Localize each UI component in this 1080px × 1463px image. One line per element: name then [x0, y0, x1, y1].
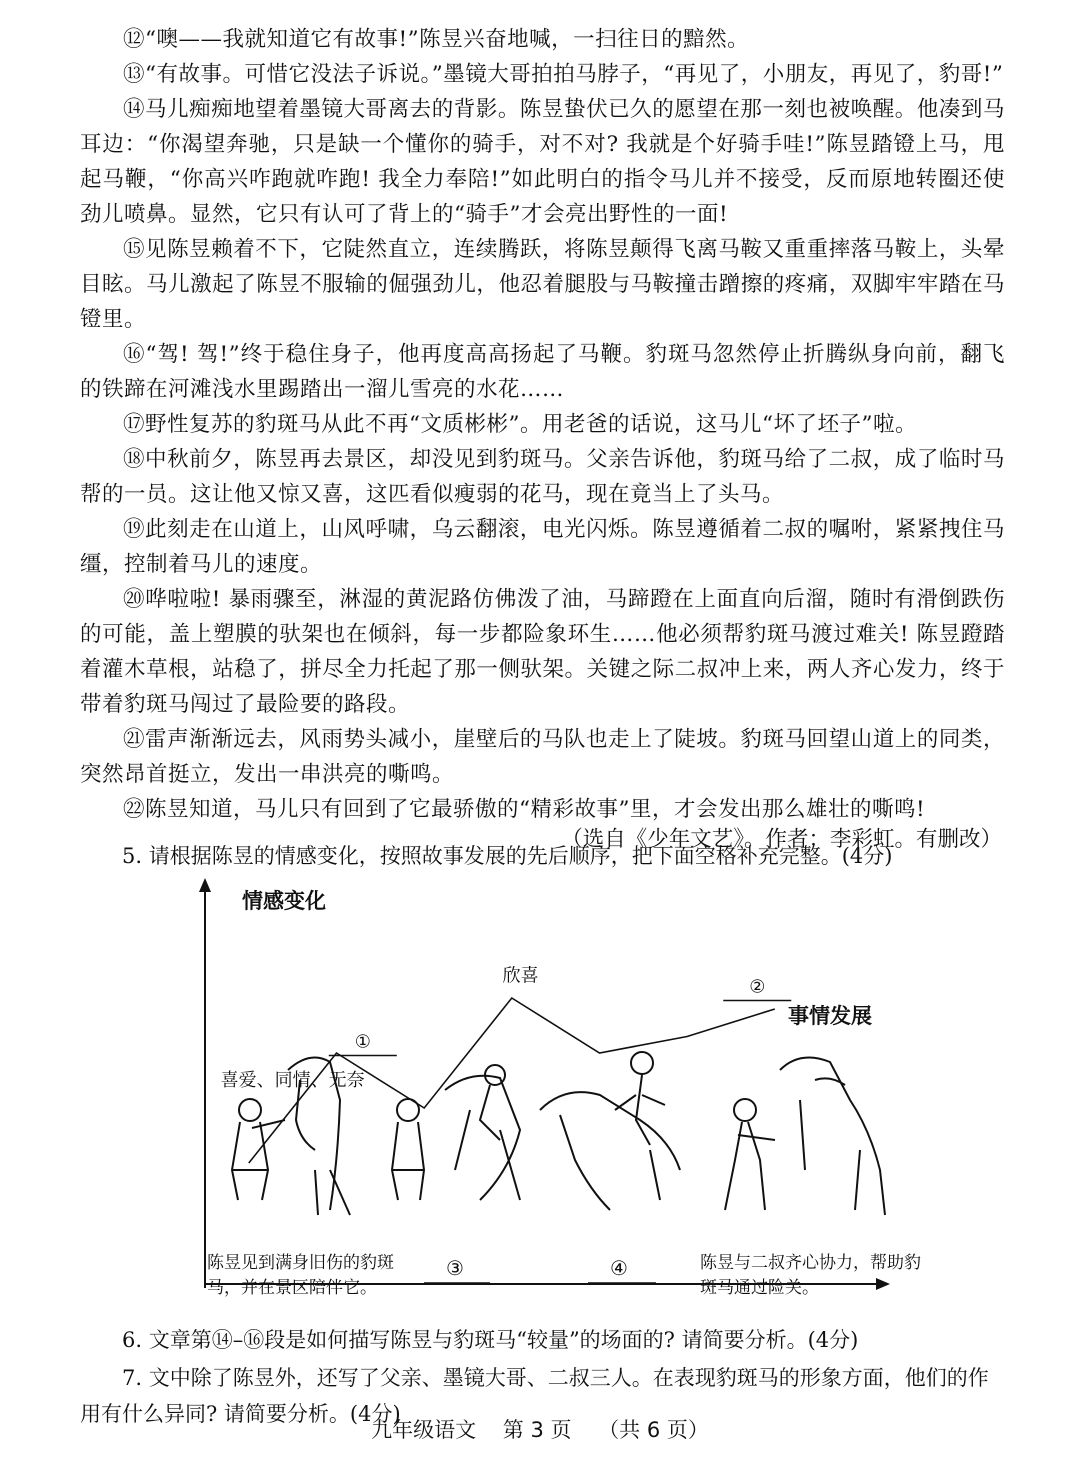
stage-3-marker: ③ [446, 1258, 464, 1280]
stage-4-marker: ④ [610, 1258, 628, 1280]
paragraph-15: ⑮见陈昱赖着不下，它陡然直立，连续腾跃，将陈昱颠得飞离马鞍又重重摔落马鞍上，头晕目眩。马儿激起了陈昱不服输的倔强劲儿，他忍着腿股与马鞍撞击蹭擦的疼痛，双脚牢牢踏在马镫里。 [80, 237, 1005, 332]
stage-4-blank [584, 1253, 664, 1281]
footer-page: 第 3 页 [502, 1418, 572, 1442]
paragraph-22: ㉒陈昱知道，马儿只有回到了它最骄傲的“精彩故事”里，才会发出那么雄壮的嘶鸣! [123, 797, 926, 822]
x-axis-title: 事情发展 [788, 1005, 872, 1028]
point-label-4: ② [749, 976, 766, 997]
paragraph-12: ⑫“噢——我就知道它有故事!”陈昱兴奋地喊，一扫往日的黯然。 [123, 27, 750, 52]
paragraph-17: ⑰野性复苏的豹斑马从此不再“文质彬彬”。用老爸的话说，这马儿“坏了坯子”啦。 [123, 412, 917, 437]
paragraph-18: ⑱中秋前夕，陈昱再去景区，却没见到豹斑马。父亲告诉他，豹斑马给了二叔，成了临时马帮的一员。这让他又惊又喜，这匹看似瘦弱的花马，现在竟当上了头马。 [80, 447, 1005, 507]
footer-total: （共 6 页） [598, 1418, 709, 1442]
page-footer [0, 1412, 1080, 1448]
paragraph-20: ⑳哗啦啦! 暴雨骤至，淋湿的黄泥路仿佛泼了油，马蹄蹬在上面直向后溜，随时有滑倒跌伤的可能，盖上塑膜的驮架也在倾斜，每一步都险象环生……他必须帮豹斑马渡过难关! 陈昱蹬踏着灌木草根，站稳了，拼尽全力托起了那一侧驮架。关键之际二叔冲上来，两人齐心发力，终于带着豹斑马闯过了最险要的路段。 [80, 587, 1005, 717]
paragraph-14: ⑭马儿痴痴地望着墨镜大哥离去的背影。陈昱蛰伏已久的愿望在那一刻也被唤醒。他凑到马耳边：“你渴望奔驰，只是缺一个懂你的骑手，对不对? 我就是个好骑手哇!”陈昱踏镫上马，甩起马鞭，“你高兴咋跑就咋跑! 我全力奉陪!”如此明白的指令马儿并不接受，反而原地转圈还使劲儿喷鼻。显然，它只有认可了背上的“骑手”才会亮出野性的一面! [80, 97, 1005, 227]
illustration-panel-2 [392, 1065, 520, 1200]
question-6: 6. 文章第⑭–⑯段是如何描写陈昱与豹斑马“较量”的场面的? 请简要分析。(4分) [122, 1328, 859, 1352]
point-label-1: 喜爱、同情、无奈 [220, 1070, 365, 1090]
stage-3-blank [420, 1253, 500, 1281]
illustration-panel-3 [540, 1052, 680, 1210]
paragraph-19: ⑲此刻走在山道上，山风呼啸，乌云翻滚，电光闪烁。陈昱遵循着二叔的嘱咐，紧紧拽住马缰，控制着马儿的速度。 [80, 517, 1005, 577]
stage-1-caption: 陈昱见到满身旧伤的豹斑马，并在景区陪伴它。 [207, 1253, 394, 1297]
point-label-2: ① [354, 1031, 371, 1052]
question-5: 5. 请根据陈昱的情感变化，按照故事发展的先后顺序，把下面空格补充完整。(4分) [122, 844, 893, 868]
point-labels [221, 966, 792, 1091]
source-citation: （选自《少年文艺》。作者：李彩虹。有删改） [561, 827, 1002, 852]
paragraph-21: ㉑雷声渐渐远去，风雨势头减小，崖壁后的马队也走上了陡坡。豹斑马回望山道上的同类，突然昂首挺立，发出一串洪亮的嘶鸣。 [80, 727, 1005, 787]
paragraph-16: ⑯“驾! 驾!”终于稳住身子，他再度高高扬起了马鞭。豹斑马忽然停止折腾纵身向前，翻飞的铁蹄在河滩浅水里踢踏出一溜儿雪亮的水花…… [80, 342, 1005, 402]
footer-subject: 九年级语文 [371, 1418, 477, 1442]
y-axis-arrow-icon [199, 878, 211, 892]
paragraph-13: ⑬“有故事。可惜它没法子诉说。”墨镜大哥拍拍马脖子，“再见了，小朋友，再见了，豹哥!” [123, 62, 1004, 87]
question-7: 7. 文中除了陈昱外，还写了父亲、墨镜大哥、二叔三人。在表现豹斑马的形象方面，他们的作用有什么异同? 请简要分析。(4分) [80, 1366, 989, 1426]
illustration-panel-4 [725, 1058, 885, 1216]
y-axis-title: 情感变化 [242, 890, 326, 913]
point-label-3: 欣喜 [502, 965, 539, 986]
stage-5-caption: 陈昱与二叔齐心协力，帮助豹斑马通过险关。 [700, 1253, 921, 1297]
